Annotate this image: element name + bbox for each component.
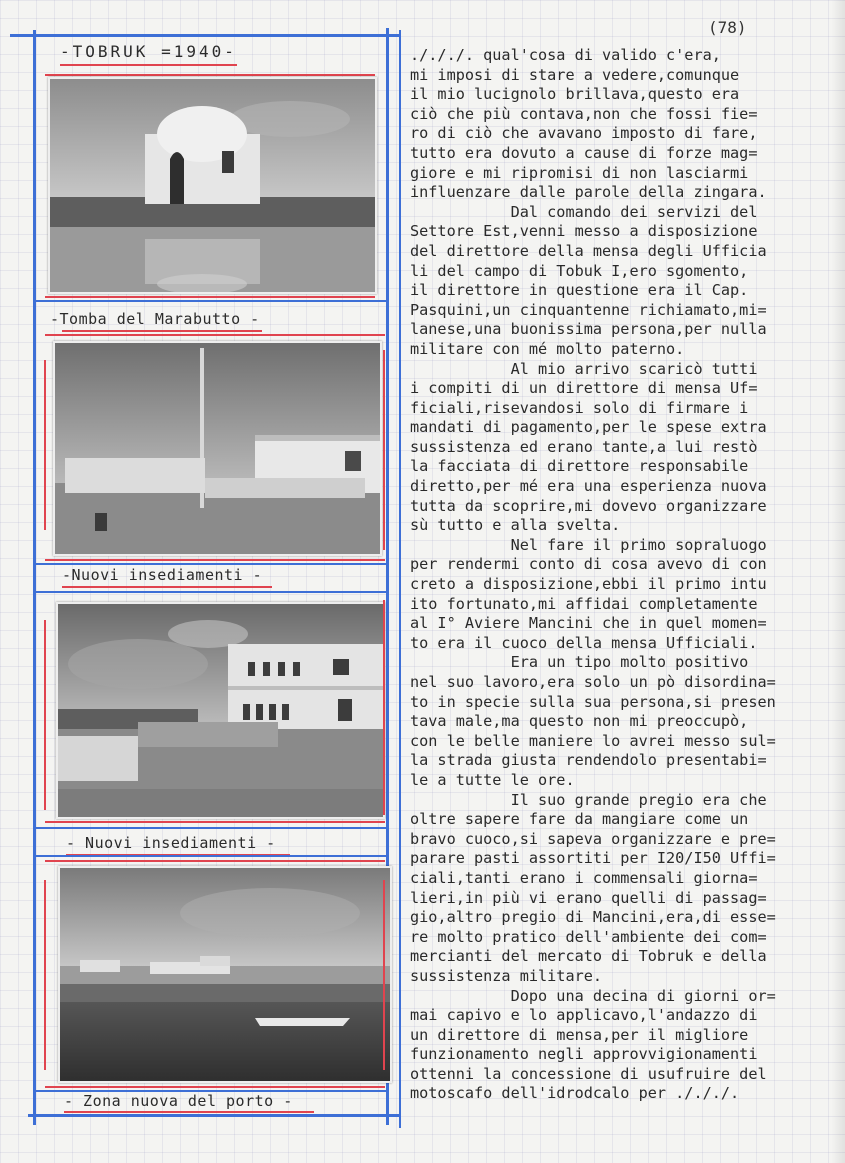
text-line: militare con mé molto paterno.: [410, 339, 685, 358]
photo3-red-line: [45, 821, 385, 823]
text-line: ciali,tanti erano i commensali giorna=: [410, 868, 758, 887]
text-line: ito fortunato,mi affidai completamente: [410, 594, 758, 613]
text-line: mi imposi di stare a vedere,comunque: [410, 65, 740, 84]
page-edge-shadow: [831, 0, 845, 1163]
photo1-red-line: [45, 296, 375, 298]
text-line: il direttore in questione era il Cap.: [410, 281, 749, 300]
text-line: mai capivo e lo applicavo,l'andazzo di: [410, 1006, 758, 1025]
caption2-blue-line: [36, 591, 386, 593]
text-line: Dopo una decina di giorni or=: [410, 986, 776, 1005]
photo1-blue-line: [36, 300, 386, 302]
red-margin-mark-4: [383, 350, 385, 550]
text-line: ro di ciò che avavano imposto di fare,: [410, 124, 758, 143]
text-line: Dal comando dei servizi del: [410, 202, 758, 221]
caption3-blue-line: [36, 855, 386, 857]
text-line: il mio lucignolo brillava,questo era: [410, 85, 740, 104]
marabout-tomb-photo: [48, 77, 377, 294]
text-line: la facciata di direttore responsabile: [410, 457, 749, 476]
frame-top-line: [10, 34, 400, 37]
text-line: parare pasti assortiti per I20/I50 Uffi=: [410, 849, 776, 868]
page-number: (78): [708, 18, 747, 37]
new-port-zone-photo: [58, 866, 392, 1083]
text-line: giore e mi ripromisi di non lasciarmi: [410, 163, 749, 182]
text-line: sù tutto e alla svelta.: [410, 516, 621, 535]
text-line: ./././. qual'cosa di valido c'era,: [410, 46, 721, 64]
red-margin-mark-6: [383, 880, 385, 1070]
frame-left-line: [33, 30, 36, 1125]
text-line: li del campo di Tobuk I,ero sgomento,: [410, 261, 749, 280]
photo3-blue-line: [36, 827, 386, 829]
text-line: re molto pratico dell'ambiente dei com=: [410, 927, 767, 946]
text-line: per rendermi conto di cosa avevo di con: [410, 555, 767, 574]
text-line: sussistenza militare.: [410, 966, 603, 985]
new-settlements-photo-2: [56, 602, 385, 819]
text-line: la strada giusta rendendolo presentabi=: [410, 751, 767, 770]
text-line: nel suo lavoro,era solo un pò disordina=: [410, 673, 776, 691]
caption3-red-line: [45, 860, 385, 862]
new-settlements-photo-1: [53, 341, 382, 556]
text-line: le a tutte le ore.: [410, 770, 575, 789]
text-line: ciò che più contava,non che fossi fie=: [410, 104, 758, 123]
caption-settlements-1: -Nuovi insediamenti -: [62, 566, 262, 584]
text-line: del direttore della mensa degli Ufficia: [410, 241, 767, 260]
text-line: oltre sapere fare da mangiare come un: [410, 810, 749, 829]
text-line: gio,altro pregio di Mancini,era,di esse=: [410, 908, 776, 927]
text-line: mandati di pagamento,per le spese extra: [410, 418, 767, 437]
text-line: funzionamento negli approvvigionamenti: [410, 1045, 758, 1064]
text-line: Pasquini,un cinquantenne richiamato,mi=: [410, 300, 767, 319]
caption-tomb: -Tomba del Marabutto -: [50, 310, 260, 328]
frame-bottom-line: [28, 1114, 400, 1117]
caption-port: - Zona nuova del porto -: [64, 1092, 293, 1110]
text-line: bravo cuoco,si sapeva organizzare e pre=: [410, 829, 776, 848]
text-line: lieri,in più vi erano quelli di passag=: [410, 888, 767, 907]
text-line: i compiti di un direttore di mensa Uf=: [410, 379, 758, 398]
header-red-line: [45, 74, 375, 76]
text-line: mercianti del mercato di Tobruk e della: [410, 947, 767, 966]
text-line: ficiali,risevandosi solo di firmare i: [410, 398, 749, 417]
text-line: al I° Aviere Mancini che in quel momen=: [410, 614, 767, 633]
red-margin-mark-5: [383, 600, 385, 815]
header-title: -TOBRUK =1940-: [60, 42, 237, 61]
text-line: Al mio arrivo scaricò tutti: [410, 359, 758, 378]
text-line: to in specie sulla sua persona,si presen: [410, 692, 776, 711]
photo4-red-line: [45, 1086, 385, 1088]
frame-outer-right-line: [399, 30, 401, 1128]
text-line: ottenni la concessione di usufruire del: [410, 1064, 767, 1083]
text-line: tutta da scoprire,mi dovevo organizzare: [410, 496, 767, 515]
text-line: influenzare dalle parole della zingara.: [410, 183, 767, 202]
text-line: tutto era dovuto a cause di forze mag=: [410, 143, 758, 162]
caption1-red-line: [45, 334, 385, 336]
text-line: motoscafo dell'idrodcalo per ./././.: [410, 1084, 740, 1103]
text-line: diretto,per mé era una esperienza nuova: [410, 477, 767, 496]
text-line: creto a disposizione,ebbi il primo intu: [410, 575, 767, 594]
text-line: Il suo grande pregio era che: [410, 790, 767, 809]
red-margin-mark-2: [44, 620, 46, 810]
text-line: tava male,ma questo non mi preoccupò,: [410, 712, 749, 731]
red-margin-mark-1: [44, 360, 46, 530]
text-line: Era un tipo molto positivo: [410, 653, 749, 672]
text-line: con le belle maniere lo avrei messo sul=: [410, 731, 776, 750]
red-margin-mark-3: [44, 880, 46, 1070]
photo2-blue-line: [36, 563, 386, 565]
typed-text-block: [410, 46, 825, 1104]
text-line: sussistenza ed erano tante,a lui restò: [410, 437, 758, 456]
text-line: un direttore di mensa,per il migliore: [410, 1025, 749, 1044]
text-line: lanese,una buonissima persona,per nulla: [410, 320, 767, 339]
photo2-red-line: [45, 559, 385, 561]
text-line: Settore Est,venni messo a disposizione: [410, 222, 758, 241]
text-line: Nel fare il primo sopraluogo: [410, 535, 767, 554]
text-line: to era il cuoco della mensa Ufficiali.: [410, 633, 758, 652]
caption-settlements-2: - Nuovi insediamenti -: [66, 834, 276, 852]
